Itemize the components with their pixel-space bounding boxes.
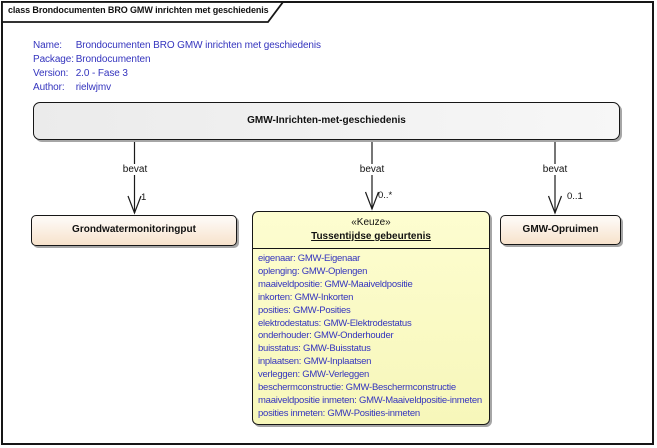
metadata-label: Version: bbox=[33, 68, 69, 79]
attribute-row: onderhouder: GMW-Onderhouder bbox=[258, 330, 394, 342]
choice-name: Tussentijdse gebeurtenis bbox=[311, 231, 431, 242]
metadata-label: Author: bbox=[33, 82, 65, 93]
metadata-row bbox=[33, 67, 321, 81]
attribute-row: verleggen: GMW-Verleggen bbox=[258, 369, 370, 381]
multiplicity-label: 0..1 bbox=[567, 191, 583, 202]
connector-bevat-tussentijdse-gebeurtenis[interactable] bbox=[366, 141, 379, 209]
metadata-row bbox=[33, 53, 321, 67]
attribute-row: eigenaar: GMW-Eigenaar bbox=[258, 253, 361, 264]
class-name: GMW-Inrichten-met-geschiedenis bbox=[247, 115, 406, 126]
metadata-label: Name: bbox=[33, 40, 62, 51]
class-name: Grondwatermonitoringput bbox=[72, 224, 196, 235]
choice-box-header bbox=[253, 212, 489, 249]
metadata-value: 2.0 - Fase 3 bbox=[75, 68, 128, 79]
attribute-row: posities inmeten: GMW-Posities-inmeten bbox=[258, 407, 420, 419]
frame-title: class Brondocumenten BRO GMW inrichten met geschiedenis bbox=[8, 5, 269, 15]
attribute-row: oplenging: GMW-Oplengen bbox=[258, 265, 368, 277]
attribute-row: inplaatsen: GMW-Inplaatsen bbox=[258, 356, 372, 368]
metadata-label: Package: bbox=[33, 54, 74, 65]
metadata-row bbox=[33, 39, 321, 53]
attribute-row: maaiveldpositie inmeten: GMW-Maaiveldpositie-inmeten bbox=[258, 394, 482, 406]
metadata-value: Brondocumenten bbox=[75, 54, 151, 65]
class-box-gmw-inrichten-met-geschiedenis[interactable] bbox=[33, 102, 620, 140]
stereotype-label: «Keuze» bbox=[351, 217, 391, 228]
metadata-value: Brondocumenten BRO GMW inrichten met geschiedenis bbox=[75, 40, 321, 51]
attribute-row: posities: GMW-Posities bbox=[258, 304, 351, 316]
class-name: GMW-Opruimen bbox=[522, 224, 599, 235]
attributes-list bbox=[253, 249, 489, 421]
multiplicity-label: 1 bbox=[141, 192, 147, 203]
connector-label-bevat: bevat bbox=[120, 164, 150, 175]
multiplicity-label: 0..* bbox=[378, 190, 393, 201]
connector-label-bevat: bevat bbox=[540, 164, 570, 175]
metadata-block bbox=[33, 39, 321, 95]
choice-box-tussentijdse-gebeurtenis[interactable] bbox=[252, 211, 490, 425]
class-box-grondwatermonitoringput[interactable] bbox=[31, 215, 237, 246]
class-box-gmw-opruimen[interactable] bbox=[500, 215, 621, 245]
connector-bevat-grondwatermonitoringput[interactable] bbox=[128, 141, 141, 213]
metadata-value: rielwjmv bbox=[75, 82, 111, 93]
attribute-row: beschermconstructie: GMW-Beschermconstructie bbox=[258, 382, 456, 394]
attribute-row: buisstatus: GMW-Buisstatus bbox=[258, 343, 371, 355]
attribute-row: inkorten: GMW-Inkorten bbox=[258, 291, 354, 303]
connector-bevat-gmw-opruimen[interactable] bbox=[549, 141, 562, 213]
attribute-row: maaiveldpositie: GMW-Maaiveldpositie bbox=[258, 278, 413, 290]
attribute-row: elektrodestatus: GMW-Elektrodestatus bbox=[258, 317, 412, 329]
connector-label-bevat: bevat bbox=[357, 164, 387, 175]
metadata-row bbox=[33, 81, 321, 95]
